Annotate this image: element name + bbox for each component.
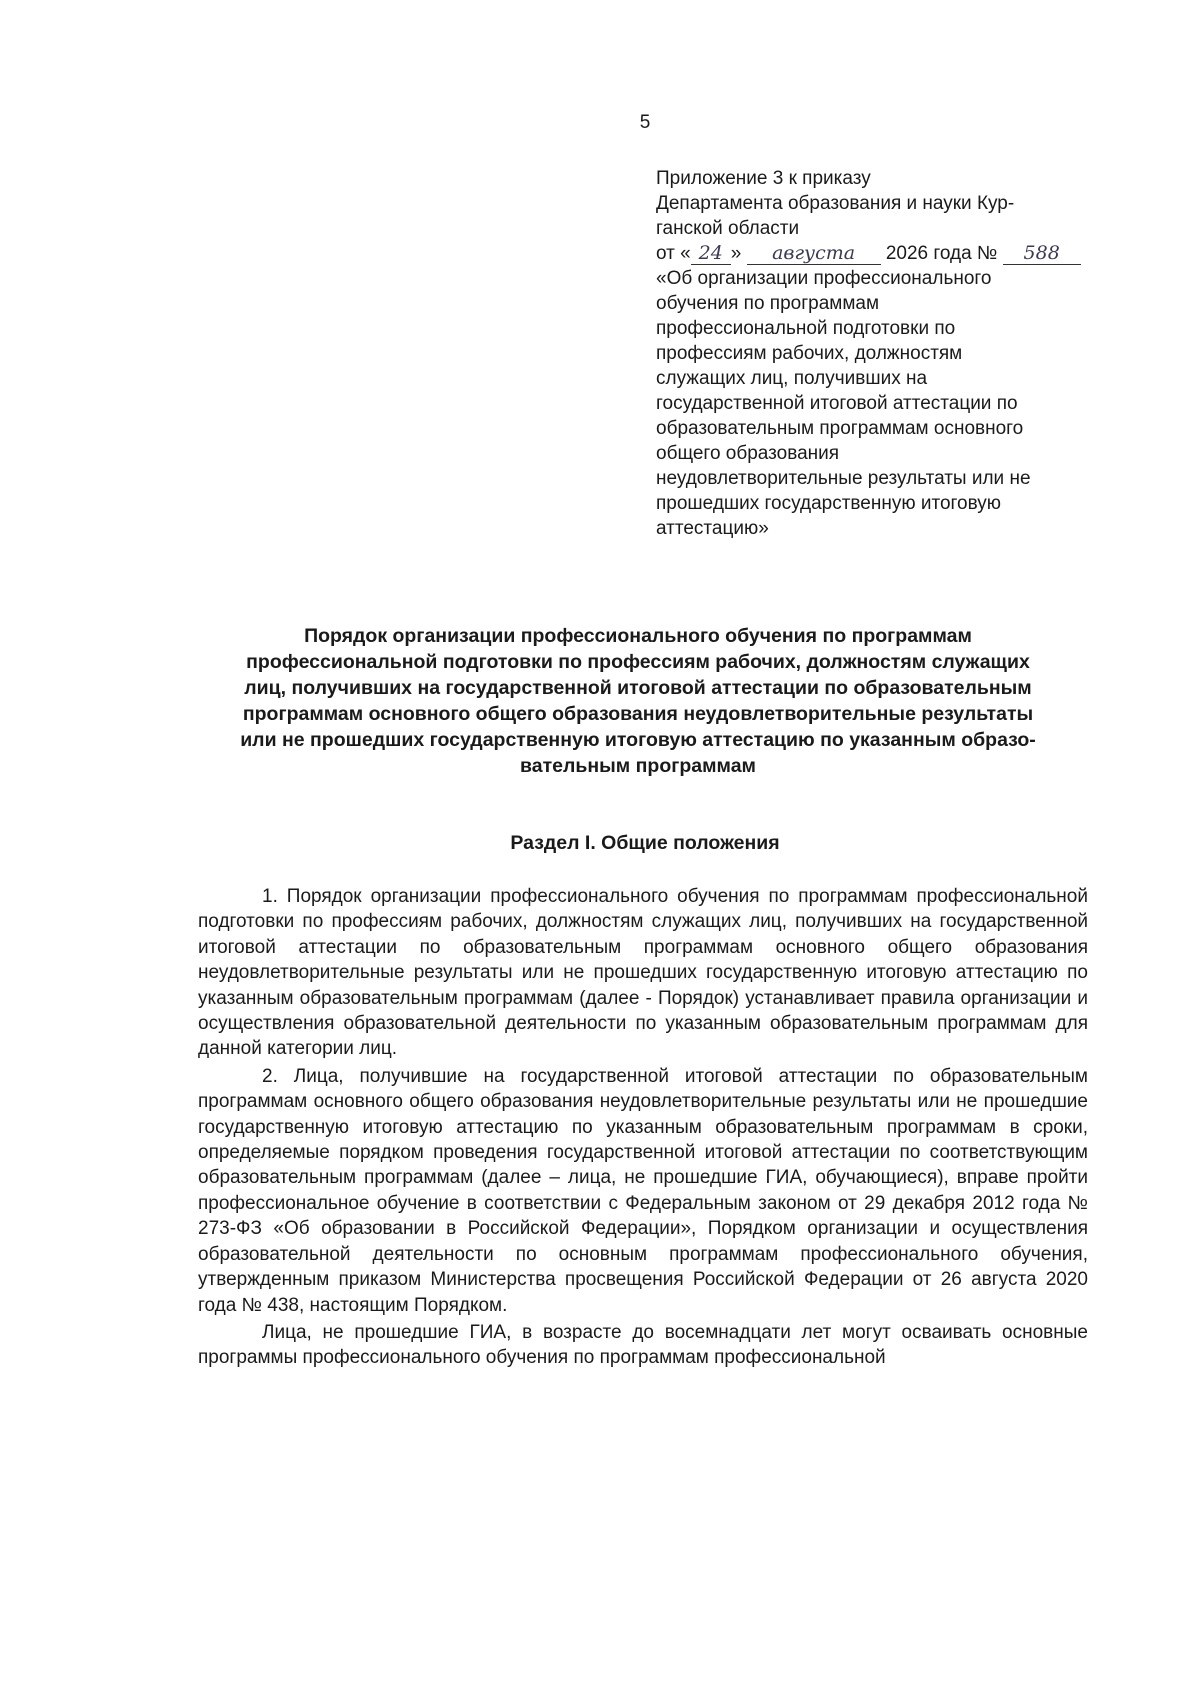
- appendix-subject-line: обучения по программам: [656, 293, 880, 314]
- document-title: [188, 623, 1088, 779]
- date-suffix: 2026 года №: [885, 243, 998, 264]
- appendix-subject-line: неудовлетворительные результаты или не: [656, 468, 1031, 489]
- appendix-subject-line: служащих лиц, получивших на: [656, 368, 928, 389]
- paragraph-3: Лица, не прошедшие ГИА, в возрасте до восемнадцати лет могут осваивать основные программы профессионального обучения по программам профессиональной: [198, 1321, 1088, 1369]
- page-number: 5: [639, 112, 651, 133]
- order-date-line: [656, 241, 1096, 266]
- appendix-line: ганской области: [656, 218, 800, 239]
- title-line: лиц, получивших на государственной итоговой аттестации по образовательным: [244, 677, 1032, 699]
- title-line: программам основного общего образования неудовлетворительные результаты: [242, 703, 1034, 725]
- appendix-subject-line: государственной итоговой аттестации по: [656, 393, 1018, 414]
- paragraph-2: 2. Лица, получившие на государственной итоговой аттестации по образовательным программам основного общего образования неудовлетворительные результаты или не прошедшие государственную итоговую аттестацию по указанным образовательным программам в сроки, определяемые порядком проведения государственной итоговой аттестации по соответствующим образовательным программам (далее – лица, не прошедшие ГИА, обучающиеся), вправе пройти профессиональное обучение в соответствии с Федеральным законом от 29 декабря 2012 года № 273-ФЗ «Об образовании в Российской Федерации», Порядком организации и осуществления образовательной деятельности по основным программам профессионального обучения, утвержденным приказом Министерства просвещения Российской Федерации от 26 августа 2020 года № 438, настоящим Порядком.: [198, 1065, 1088, 1316]
- section-heading: Раздел I. Общие положения: [510, 832, 780, 854]
- appendix-line: Приложение 3 к приказу: [656, 168, 871, 189]
- document-body: [198, 884, 1088, 1373]
- handwritten-order-number: 588: [1003, 242, 1081, 265]
- appendix-subject-line: общего образования: [656, 443, 840, 464]
- title-line: Порядок организации профессионального обучения по программам: [304, 625, 972, 647]
- title-line: вательным программам: [520, 755, 756, 777]
- appendix-subject-line: образовательным программам основного: [656, 418, 1024, 439]
- appendix-subject-line: профессиям рабочих, должностям: [656, 343, 963, 364]
- appendix-subject-line: «Об организации профессионального: [656, 268, 992, 289]
- paragraph-1: 1. Порядок организации профессионального обучения по программам профессиональной подготовки по профессиям рабочих, должностям служащих лиц, получивших на государственной итоговой аттестации по образовательным программам основного общего образования неудовлетворительные результаты или не прошедших государственную итоговую аттестацию по указанным образовательным программам (далее - Порядок) устанавливает правила организации и осуществления образовательной деятельности по указанным образовательным программам для данной категории лиц.: [198, 886, 1088, 1060]
- date-prefix: от «: [656, 243, 691, 264]
- title-line: или не прошедших государственную итоговую аттестацию по указанным образо-: [240, 729, 1036, 751]
- appendix-subject-line: профессиональной подготовки по: [656, 318, 956, 339]
- title-line: профессиональной подготовки по профессиям рабочих, должностям служащих: [246, 651, 1030, 673]
- appendix-block: [656, 166, 1096, 541]
- handwritten-month: августа: [747, 242, 881, 265]
- date-mid: »: [730, 243, 742, 264]
- appendix-line: Департамента образования и науки Кур-: [656, 193, 1015, 214]
- appendix-subject-line: аттестацию»: [656, 518, 769, 539]
- appendix-subject-line: прошедших государственную итоговую: [656, 493, 1002, 514]
- handwritten-day: 24: [691, 242, 731, 265]
